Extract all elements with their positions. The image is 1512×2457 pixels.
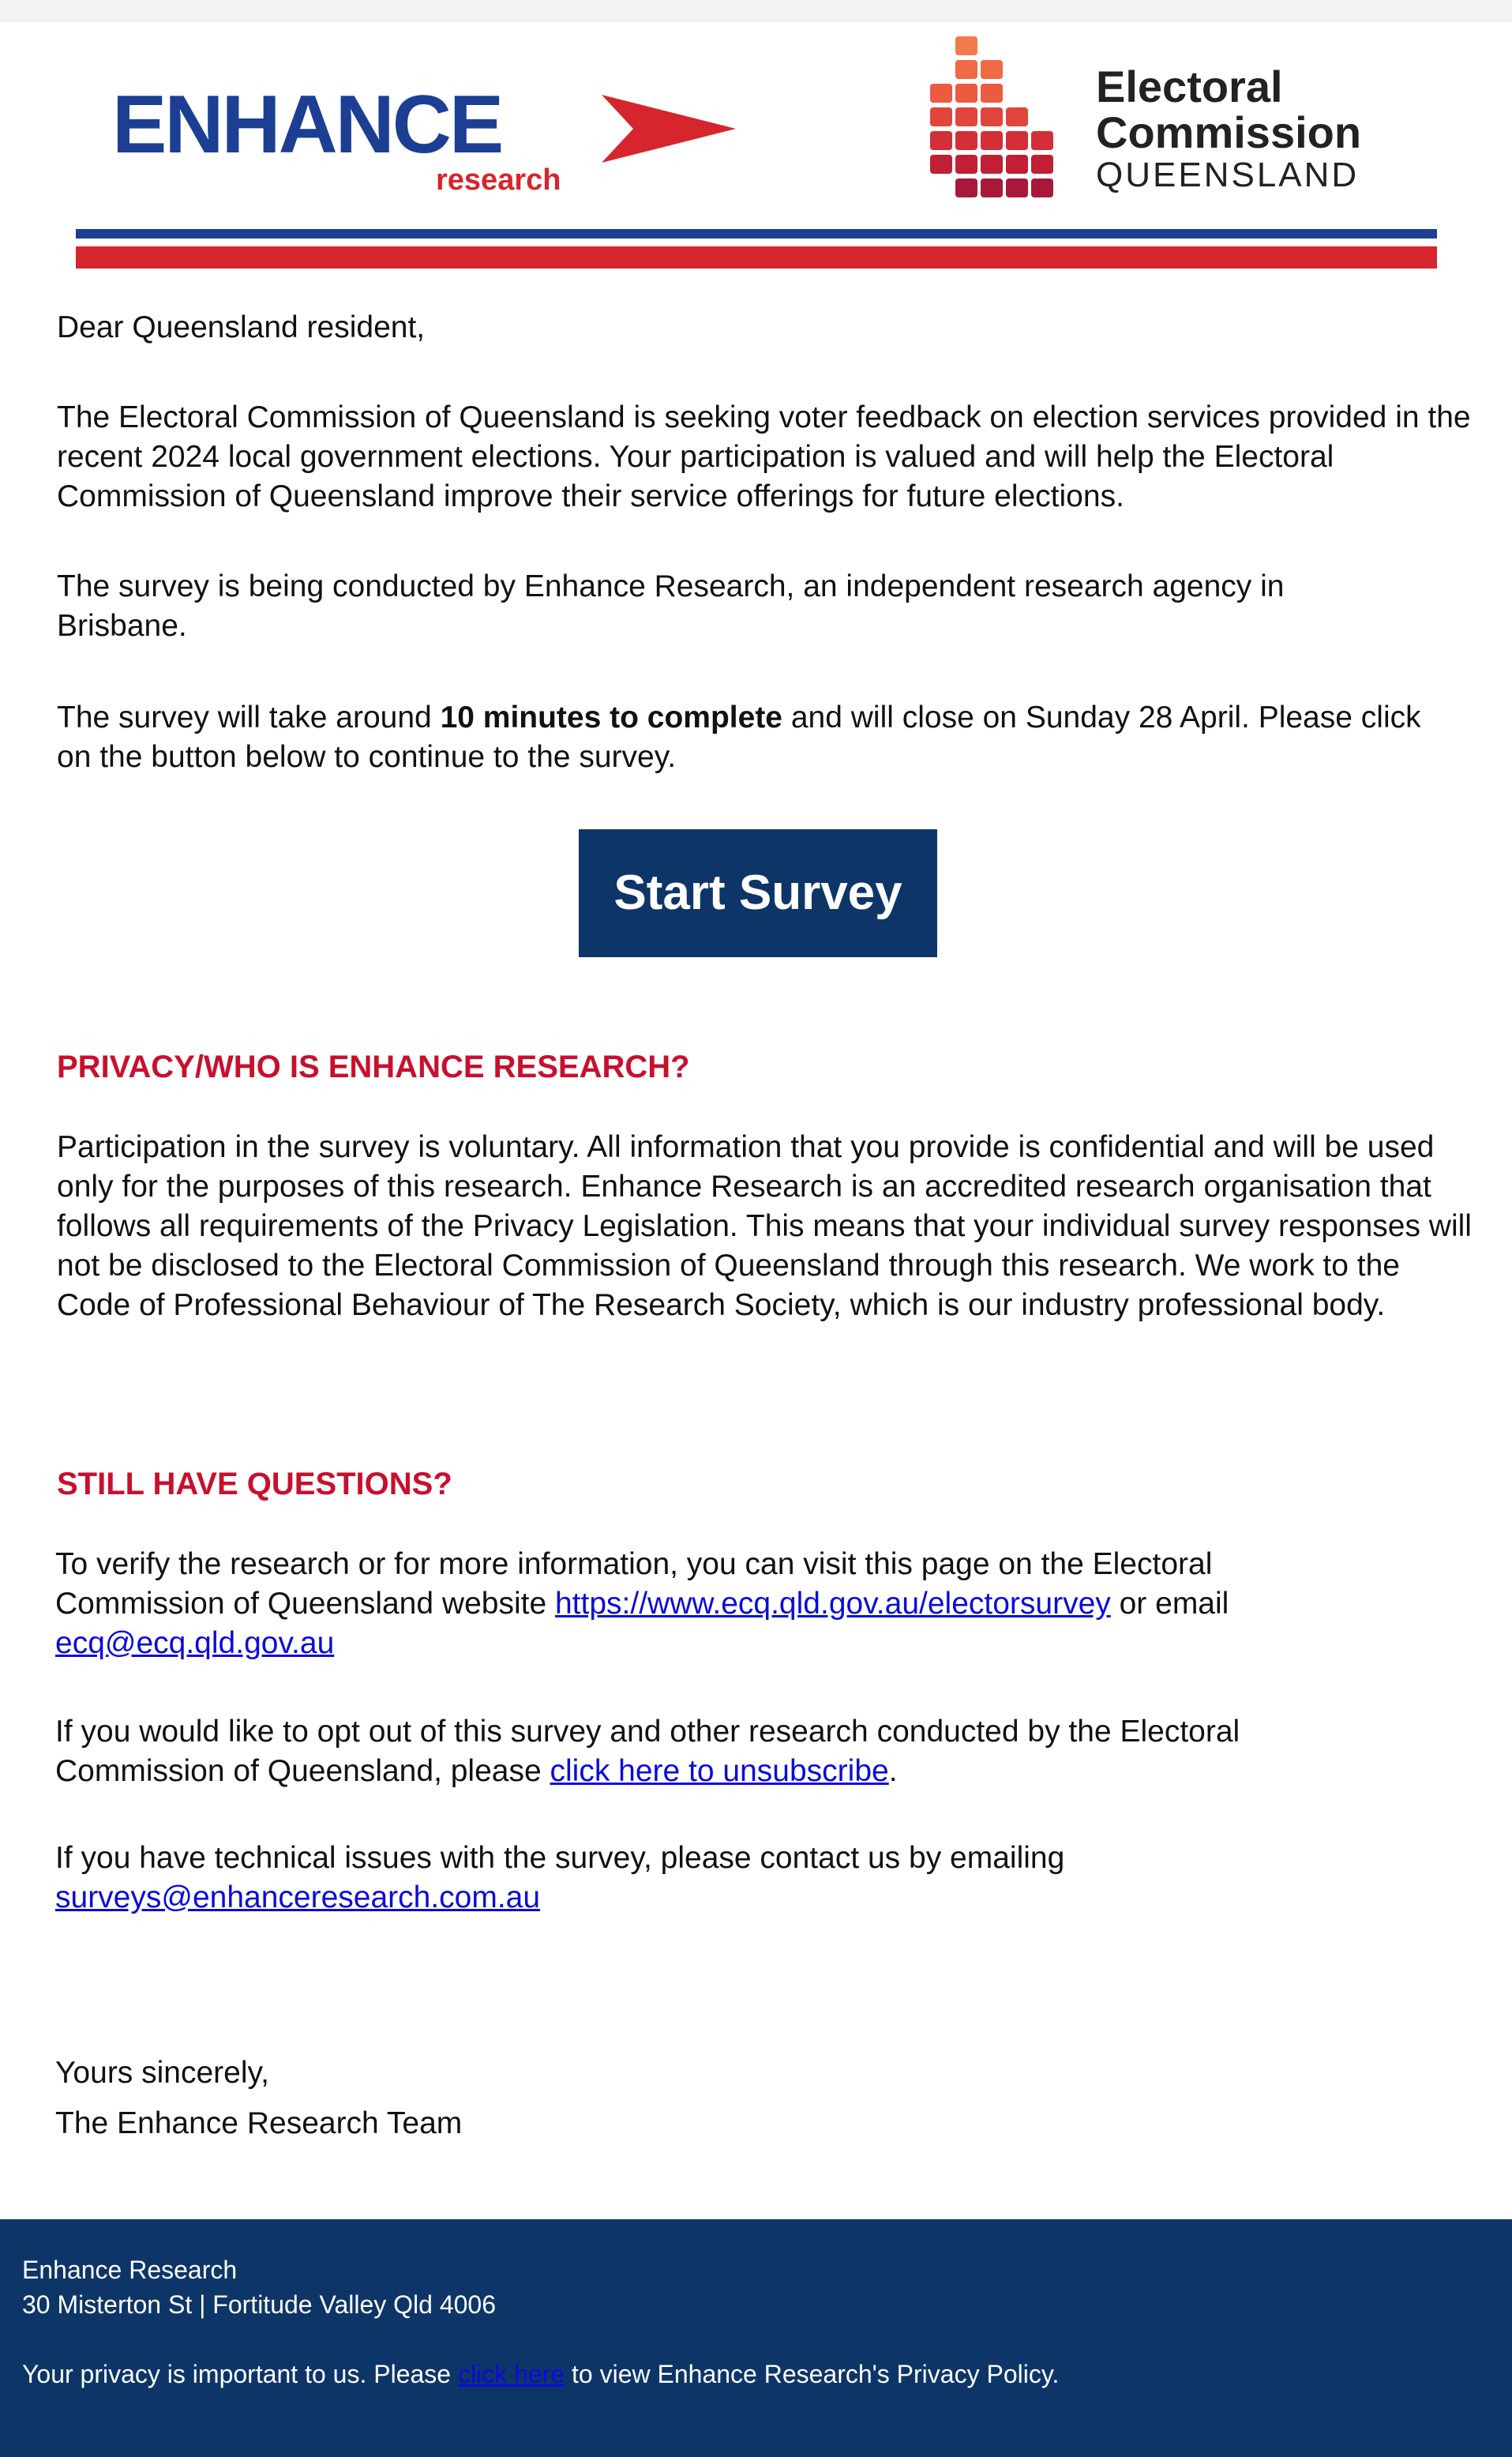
ecq-logo-line3: QUEENSLAND xyxy=(1096,156,1360,194)
optout-text-before: If you would like to opt out of this survey and other research conducted by the Electoral Commission of Queensland, please xyxy=(55,1715,1240,1788)
start-survey-wrap xyxy=(579,829,937,957)
privacy-heading: PRIVACY/WHO IS ENHANCE RESEARCH? xyxy=(57,1050,690,1084)
enhance-arrow-icon xyxy=(602,95,736,163)
verify-text-middle: or email xyxy=(1110,1587,1229,1621)
ecq-logo-line2: Commission xyxy=(1096,107,1362,157)
header-rule-red xyxy=(76,246,1437,269)
header-rule-blue xyxy=(76,229,1437,239)
agency-paragraph: The survey is being conducted by Enhance Research, an independent research agency in Brisbane. xyxy=(57,569,1285,643)
signature: The Enhance Research Team xyxy=(55,2106,463,2140)
duration-text-before: The survey will take around xyxy=(57,701,441,734)
intro-paragraph: The Electoral Commission of Queensland is seeking voter feedback on election services provided in the recent 2024 local government elections. Your participation is valued and will help the Electoral Commission of Queensland improve their service offerings for future elections. xyxy=(57,400,1471,513)
duration-bold: 10 minutes to complete xyxy=(440,701,782,734)
ecq-logo xyxy=(924,28,1413,210)
footer-company: Enhance Research xyxy=(22,2256,238,2284)
enhance-research-logo xyxy=(112,77,633,196)
ecq-grid-icon xyxy=(924,28,1066,202)
duration-text-after: and will close on Sunday 28 April. Please click on the button below to continue to the survey. xyxy=(57,701,1421,774)
footer-privacy xyxy=(22,2358,1059,2390)
duration-paragraph xyxy=(57,698,1446,777)
footer-privacy-after: to view Enhance Research's Privacy Policy. xyxy=(565,2360,1060,2388)
privacy-paragraph: Participation in the survey is voluntary. All information that you provide is confidential and will be used only for the purposes of this research. Enhance Research is an accredited research organisation that follows all requirements of the Privacy Legislation. This means that your individual survey responses will not be disclosed to the Electoral Commission of Queensland through this research. We work to the Code of Professional Behaviour of The Research Society, which is our industry professional body. xyxy=(57,1130,1472,1322)
questions-heading: STILL HAVE QUESTIONS? xyxy=(57,1467,452,1501)
privacy-policy-link[interactable]: click here xyxy=(457,2360,565,2388)
technical-paragraph xyxy=(55,1839,1208,1918)
enhance-logo-sub: research xyxy=(436,163,561,197)
support-email-link[interactable]: surveys@enhanceresearch.com.au xyxy=(55,1880,541,1914)
greeting: Dear Queensland resident, xyxy=(57,310,426,344)
verify-paragraph xyxy=(55,1545,1334,1663)
unsubscribe-link[interactable]: click here to unsubscribe xyxy=(550,1754,889,1788)
top-strip xyxy=(0,0,1512,22)
email-header xyxy=(0,22,1512,251)
optout-text-after: . xyxy=(888,1754,898,1788)
footer xyxy=(0,2219,1512,2457)
footer-address: 30 Misterton St | Fortitude Valley Qld 4006 xyxy=(22,2290,497,2319)
verify-text-before: To verify the research or for more information, you can visit this page on the Electoral Commission of Queensland website xyxy=(55,1547,1213,1621)
technical-text-before: If you have technical issues with the survey, please contact us by emailing xyxy=(55,1841,1065,1875)
footer-privacy-before: Your privacy is important to us. Please xyxy=(22,2360,458,2388)
optout-paragraph xyxy=(55,1712,1350,1791)
ecq-survey-link[interactable]: https://www.ecq.qld.gov.au/electorsurvey xyxy=(554,1587,1111,1621)
signoff: Yours sincerely, xyxy=(55,2056,269,2090)
enhance-logo-word: ENHANCE xyxy=(112,79,502,171)
ecq-email-link[interactable]: ecq@ecq.qld.gov.au xyxy=(55,1626,335,1660)
start-survey-button[interactable]: Start Survey xyxy=(579,829,937,957)
ecq-logo-line1: Electoral xyxy=(1096,62,1283,111)
